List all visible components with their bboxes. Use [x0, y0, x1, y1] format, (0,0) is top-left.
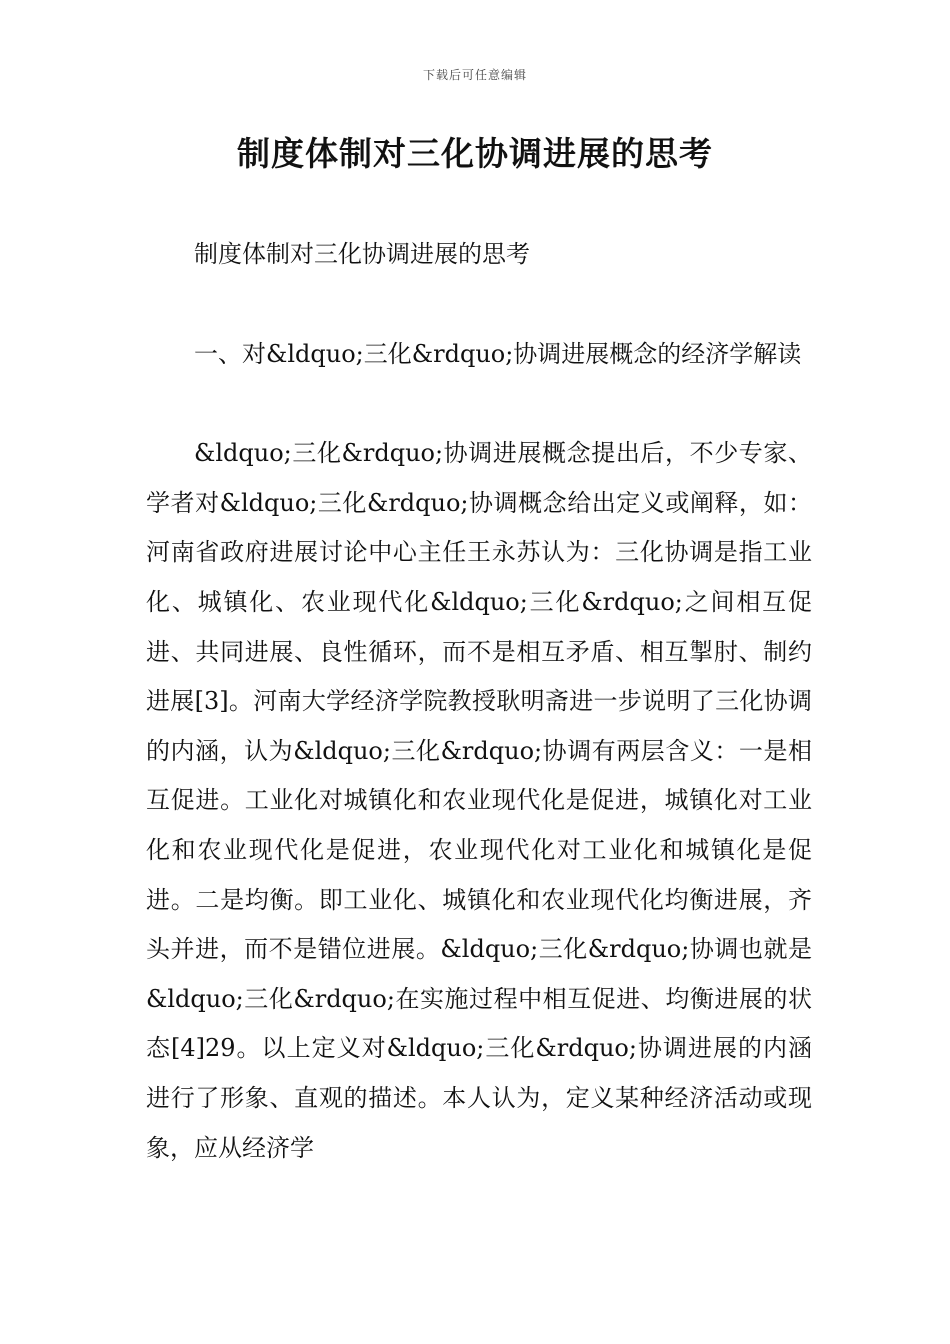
paragraph-gap — [146, 280, 812, 330]
document-title: 制度体制对三化协调进展的思考 — [237, 134, 713, 173]
document-body — [146, 230, 812, 1173]
paragraph-gap — [146, 379, 812, 429]
section-heading: 一、对&ldquo;三化&rdquo;协调进展概念的经济学解读 — [194, 339, 802, 368]
body-paragraph: &ldquo;三化&rdquo;协调进展概念提出后，不少专家、学者对&ldquo;三化&rdquo;协调概念给出定义或阐释，如：河南省政府进展讨论中心主任王永苏认为：三化协调是指工业化、城镇化、农业现代化&ldquo;三化&rdquo;之间相互促进、共同进展、良性循环，而不是相互矛盾、相互掣肘、制约进展[3]。河南大学经济学院教授耿明斋进一步说明了三化协调的内涵，认为&ldquo;三化&rdquo;协调有两层含义：一是相互促进。工业化对城镇化和农业现代化是促进，城镇化对工业化和农业现代化是促进，农业现代化对工业化和城镇化是促进。二是均衡。即工业化、城镇化和农业现代化均衡进展，齐头并进，而不是错位进展。&ldquo;三化&rdquo;协调也就是&ldquo;三化&rdquo;在实施过程中相互促进、均衡进展的状态[4]29。以上定义对&ldquo;三化&rdquo;协调进展的内涵进行了形象、直观的描述。本人认为，定义某种经济活动或现象，应从经济学 — [146, 439, 812, 1162]
header-note: 下载后可任意编辑 — [422, 68, 527, 82]
subtitle-paragraph: 制度体制对三化协调进展的思考 — [194, 240, 530, 268]
